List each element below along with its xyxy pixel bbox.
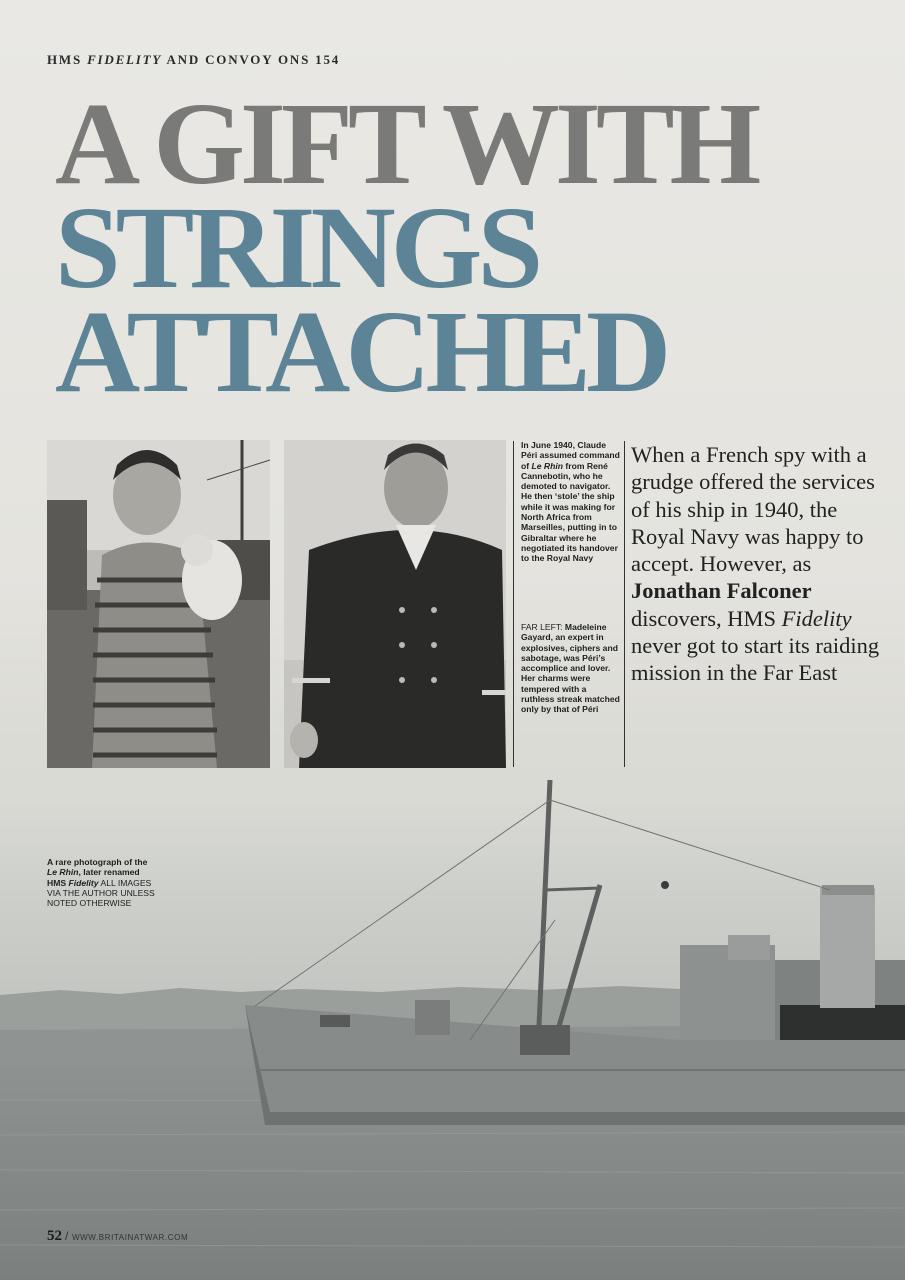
page-number: 52 bbox=[47, 1228, 62, 1244]
headline-line-1: A GIFT WITH bbox=[55, 78, 757, 209]
caption-ship: A rare photograph of the Le Rhin, later renamed HMS Fidelity ALL IMAGES VIA THE AUTHOR UNLESS NOTED OTHERWISE bbox=[47, 857, 155, 909]
woman-photo bbox=[47, 440, 270, 768]
headline bbox=[55, 78, 895, 417]
standfirst: When a French spy with a grudge offered the services of his ship in 1940, the Royal Navy was happy to accept. However, as Jonathan Falconer discovers, HMS Fidelity never got to start its raiding mission in the Far East bbox=[631, 442, 880, 686]
caption-gayard: FAR LEFT: Madeleine Gayard, an expert in explosives, ciphers and sabotage, was Péri’s accomplice and lover. Her charms were tempered with a ruthless streak matched only by that of Péri bbox=[521, 622, 620, 715]
headline-line-2: STRINGS bbox=[55, 182, 539, 313]
headline-line-3: ATTACHED bbox=[55, 286, 667, 417]
ship-photograph bbox=[0, 740, 905, 1280]
man-photo bbox=[284, 440, 506, 768]
section-kicker: HMS FIDELITY AND CONVOY ONS 154 bbox=[47, 52, 341, 67]
caption-divider bbox=[513, 441, 514, 767]
website-link[interactable]: WWW.BRITAINATWAR.COM bbox=[71, 1233, 189, 1242]
page-footer: 52 / WWW.BRITAINATWAR.COM bbox=[47, 1228, 189, 1244]
standfirst-divider bbox=[624, 441, 625, 767]
caption-peri: In June 1940, Claude Péri assumed command of Le Rhin from René Cannebotin, who he demoted to navigator. He then ‘stole’ the ship while it was making for North Africa from Marseilles, putting in to Gibraltar where he negotiated its handover to the Royal Navy bbox=[521, 440, 620, 564]
author-name: Jonathan Falconer bbox=[631, 578, 812, 604]
